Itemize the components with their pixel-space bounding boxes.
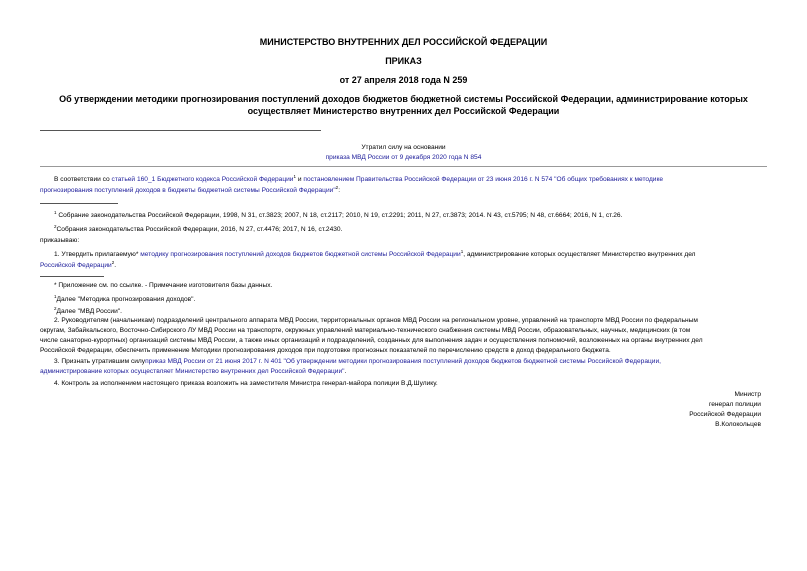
footnote-3: $^1$Далее "Методика прогнозирования доходов".: [54, 294, 196, 304]
document-title-line-2: осуществляет Министерство внутренних дел Российской Федерации: [247, 106, 560, 116]
government-decree-574-link[interactable]: постановлением Правительства Российской Федерации от 23 июня 2016 г. N 574 "Об общих требованиях к методике: [303, 176, 664, 184]
signature-rank: генерал полиции: [708, 401, 761, 408]
signature-country: Российской Федерации: [689, 411, 761, 418]
signature-name: В.Колокольцев: [715, 421, 761, 428]
footnote-2: $^2$Собрания законодательства Российской Федерации, 2016, N 27, ст.4476; 2017, N 16, ст.2430.: [54, 224, 343, 234]
item-2-line-2: округам, Забайкальского, Восточно-Сибирского ЛУ МВД России на транспорте, окружных управлений материально-технического снабжения системы МВД России, образовательных, научных, медицинских (в том: [40, 327, 691, 334]
item-4: 4. Контроль за исполнением настоящего приказа возложить на заместителя Министра генерал-майора полиции В.Д.Шулику.: [54, 380, 438, 387]
repeal-divider: [40, 166, 767, 167]
footnote-1: $^1$ Собрание законодательства Российской Федерации, 1998, N 31, ст.3823; 2007, N 18, ст.2117; 2010, N 19, ст.2291; 2011, N 27, ст.3873; 2014. N 43, ст.5795; N 48, ст.6664; 2016, N 1, ст.26.: [54, 210, 623, 220]
footnote-4: $^2$Далее "МВД России".: [54, 306, 122, 316]
footnote-divider-1: [40, 203, 118, 204]
footnote-divider-2: [40, 276, 104, 277]
preamble-line-1: В соответствии со статьей 160_1 Бюджетного кодекса Российской Федерации$^1$ и постановлением Правительства Российской Федерации от 23 июня 2016 г. N 574 "Об общих требованиях к методике: [54, 174, 664, 184]
item-1-line-1: 1. Утвердить прилагаемую* методику прогнозирования поступлений доходов бюджетов бюджетной системы Российской Федерации$^1$, администрирование которых осуществляет Министерство внутренних дел: [54, 249, 696, 259]
item-3-line-2: администрирование которых осуществляет Министерство внутренних дел Российской Федерации".: [40, 368, 347, 375]
document-date-number: от 27 апреля 2018 года N 259: [339, 75, 468, 85]
item-3-line-1: 3. Признать утратившим силуприказ МВД России от 21 июня 2017 г. N 401 "Об утверждении методики прогнозирования поступлений доходов бюджетов бюджетной системы Российской Федерации,: [54, 358, 661, 365]
item-2-line-3: числе санаторно-курортных) организаций системы МВД России, а также иных организаций и подразделений, созданных для выполнения задач и осуществления полномочий, возложенных на органы внутренних дел: [40, 337, 703, 344]
document-title-line-1: Об утверждении методики прогнозирования поступлений доходов бюджетов бюджетной системы Российской Федерации, администрирование которых: [59, 94, 748, 104]
signature-position: Министр: [734, 391, 761, 398]
item-2-line-4: Российской Федерации, обеспечить применение Методики прогнозирования доходов при подготовке прогнозных показателей по перечислению средств в доход федерального бюджета.: [40, 347, 611, 354]
title-divider: [40, 130, 321, 131]
order-word: приказываю:: [40, 237, 80, 244]
item-1-line-2: Российской Федерации$^2$.: [40, 260, 117, 270]
item-2-line-1: 2. Руководителям (начальникам) подразделений центрального аппарата МВД России, территориальных органов МВД России на региональном уровне, управлений на транспорте МВД России по федеральным: [54, 317, 698, 324]
government-decree-574-link-cont[interactable]: прогнозирования поступлений доходов в бюджеты бюджетной системы Российской Федерации": [40, 187, 336, 195]
footnote-ref-2[interactable]: 2: [335, 185, 339, 190]
mvd-link[interactable]: Российской Федерации: [40, 262, 112, 270]
preamble-line-2: прогнозирования поступлений доходов в бюджеты бюджетной системы Российской Федерации"$^2$:: [40, 185, 341, 195]
ministry-name: МИНИСТЕРСТВО ВНУТРЕННИХ ДЕЛ РОССИЙСКОЙ ФЕДЕРАЦИИ: [259, 37, 548, 47]
order-401-link-cont[interactable]: администрирование которых осуществляет Министерство внутренних дел Российской Федерации": [40, 368, 345, 375]
footnote-ref-1[interactable]: 1: [293, 174, 297, 179]
repeal-note: Утратил силу на основании: [361, 144, 446, 151]
repeal-link[interactable]: приказа МВД России от 9 декабря 2020 года N 854: [325, 154, 482, 161]
footnote-star: * Приложение см. по ссылке. - Примечание изготовителя базы данных.: [54, 282, 273, 289]
order-401-link[interactable]: приказ МВД России от 21 июня 2017 г. N 401 "Об утверждении методики прогнозирования поступлений доходов бюджетов бюджетной системы Российской Федерации,: [145, 358, 661, 365]
methodology-link[interactable]: методику прогнозирования поступлений доходов бюджетов бюджетной системы Российской Федерации: [140, 251, 461, 259]
document-type: ПРИКАЗ: [385, 56, 422, 66]
article-160-1-link[interactable]: статьей 160_1 Бюджетного кодекса Российской Федерации: [111, 176, 294, 184]
